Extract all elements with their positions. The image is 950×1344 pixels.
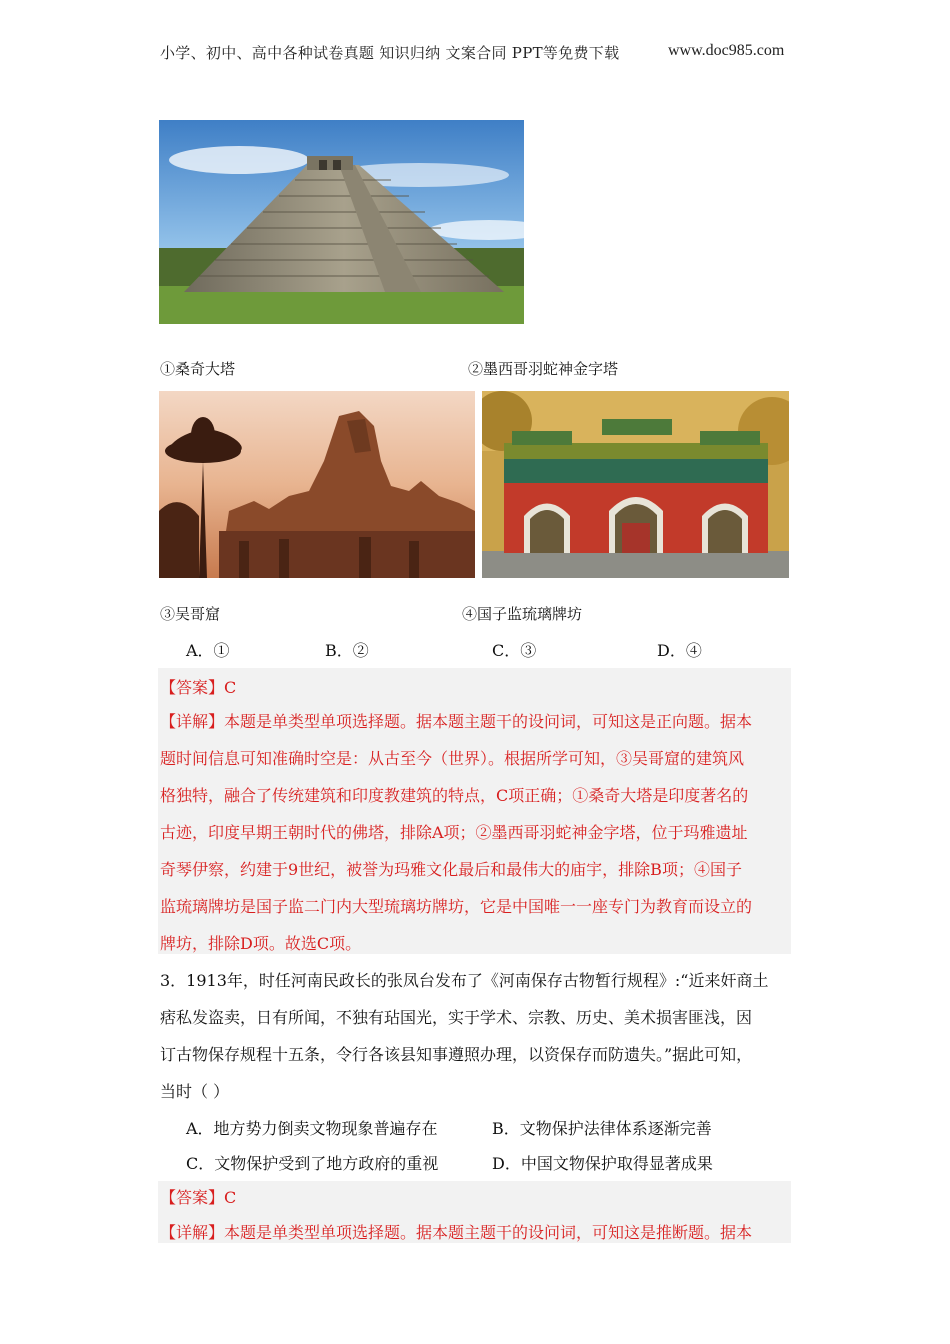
q3-answer-value: C: [224, 1188, 237, 1207]
q2-option-c: C．③: [492, 641, 537, 660]
q2-detail-line-7: 牌坊，排除D项。故选C项。: [160, 934, 362, 953]
q2-option-b: B．②: [325, 641, 369, 660]
q2-detail-line-6: 监琉璃牌坊是国子监二门内大型琉璃坊牌坊，它是中国唯一一座专门为教育而设立的: [160, 897, 753, 916]
paifang-image: [482, 391, 789, 578]
q3-answer-tag: 【答案】: [160, 1188, 225, 1207]
q2-detail-line-1: [160, 709, 752, 732]
q3-detail-tag: 【详解】: [160, 1223, 225, 1242]
pyramid-image: [159, 120, 524, 324]
header-website: www.doc985.com: [668, 42, 785, 59]
q2-detail-line-2: 题时间信息可知准确时空是：从古至今（世界）。根据所学可知，③吴哥窟的建筑风: [160, 749, 745, 768]
q3-stem-line-2: 痞私发盗卖，日有所闻，不独有玷国光，实于学术、宗教、历史、美术损害匪浅，因: [160, 1008, 753, 1027]
q2-detail-text-1: 本题是单类型单项选择题。据本题主题干的设问词，可知这是正向题。据本: [224, 712, 753, 731]
q2-answer-value: C: [224, 678, 237, 697]
q3-stem-line-3: 订古物保存规程十五条，令行各该县知事遵照办理，以资保存而防遗失。”据此可知，: [160, 1045, 753, 1064]
caption-paifang: ④国子监琉璃牌坊: [462, 605, 583, 623]
q2-detail-tag: 【详解】: [160, 712, 225, 731]
q3-option-c: C．文物保护受到了地方政府的重视: [186, 1154, 439, 1173]
q2-answer-line: [160, 675, 236, 698]
q3-stem-line-1: 3．1913年，时任河南民政长的张凤台发布了《河南保存古物暂行规程》:“近来奸商土: [160, 971, 769, 990]
q3-option-d: D．中国文物保护取得显著成果: [492, 1154, 713, 1173]
angkor-image: [159, 391, 475, 578]
header-left-text: 小学、初中、高中各种试卷真题 知识归纳 文案合同 PPT等免费下载: [160, 44, 620, 62]
q2-detail-line-5: 奇琴伊察，约建于9世纪，被誉为玛雅文化最后和最伟大的庙宇，排除B项；④国子: [160, 860, 742, 879]
q2-option-d: D．④: [657, 641, 702, 660]
q2-detail-line-4: 古迹，印度早期王朝时代的佛塔，排除A项；②墨西哥羽蛇神金字塔，位于玛雅遗址: [160, 823, 748, 842]
caption-sanchi: ①桑奇大塔: [160, 360, 236, 378]
q3-option-b: B．文物保护法律体系逐渐完善: [492, 1119, 712, 1138]
caption-pyramid: ②墨西哥羽蛇神金字塔: [468, 360, 619, 378]
q3-stem-line-4: 当时（ ）: [160, 1082, 230, 1101]
page-header: [0, 38, 950, 64]
q3-answer-line: [160, 1185, 236, 1208]
q2-answer-tag: 【答案】: [160, 678, 225, 697]
q2-detail-line-3: 格独特，融合了传统建筑和印度教建筑的特点，C项正确；①桑奇大塔是印度著名的: [160, 786, 749, 805]
q3-detail-text-1: 本题是单类型单项选择题。据本题主题干的设问词，可知这是推断题。据本: [224, 1223, 753, 1242]
q3-detail-line-1: [160, 1220, 752, 1243]
q3-option-a: A．地方势力倒卖文物现象普遍存在: [186, 1119, 438, 1138]
caption-angkor: ③吴哥窟: [160, 605, 221, 623]
q2-option-a: A．①: [186, 641, 230, 660]
